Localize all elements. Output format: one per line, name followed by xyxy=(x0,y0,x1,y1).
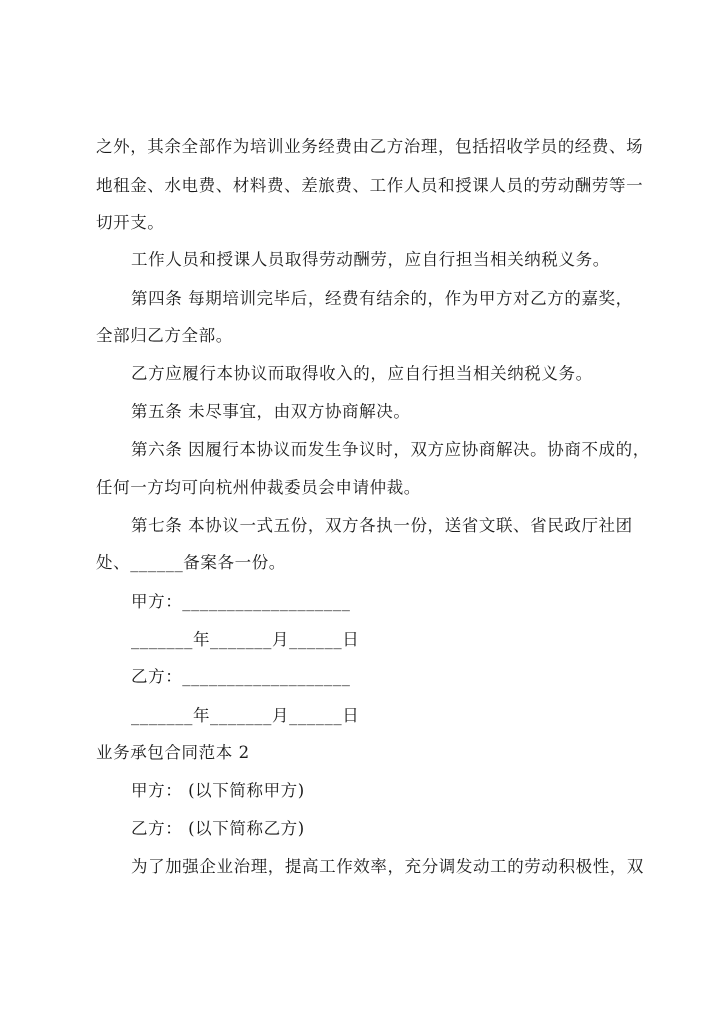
party-b-date: _______年_______月______日 xyxy=(131,706,360,725)
article-five: 第五条 未尽事宜，由双方协商解决。 xyxy=(131,402,411,421)
article-six: 第六条 因履行本协议而发生争议时，双方应协商解决。协商不成的， xyxy=(131,440,650,459)
section-heading: 业务承包合同范本 2 xyxy=(96,743,250,762)
article-seven: 第七条 本协议一式五份，双方各执一份，送省文联、省民政厅社团 xyxy=(131,516,633,535)
paragraph-line: 切开支。 xyxy=(96,213,165,232)
party-a-line: 甲方： (以下简称甲方) xyxy=(131,781,305,800)
paragraph-line: 处、______备案各一份。 xyxy=(96,553,286,572)
paragraph-line: 全部归乙方全部。 xyxy=(96,326,233,345)
paragraph-line: 地租金、水电费、材料费、差旅费、工作人员和授课人员的劳动酬劳等一 xyxy=(96,176,644,195)
article-four: 第四条 每期培训完毕后，经费有结余的，作为甲方对乙方的嘉奖， xyxy=(131,289,633,308)
paragraph-line: 乙方应履行本协议而取得收入的，应自行担当相关纳税义务。 xyxy=(131,364,593,383)
party-b-signature: 乙方：___________________ xyxy=(131,667,351,686)
party-b-line: 乙方： (以下简称乙方) xyxy=(131,819,305,838)
paragraph-line: 任何一方均可向杭州仲裁委员会申请仲裁。 xyxy=(96,478,421,497)
party-a-signature: 甲方：___________________ xyxy=(131,592,351,611)
paragraph-line: 为了加强企业治理，提高工作效率，充分调发动工的劳动积极性，双 xyxy=(131,857,644,876)
paragraph-line: 之外，其余全部作为培训业务经费由乙方治理，包括招收学员的经费、场 xyxy=(96,137,644,156)
paragraph-line: 工作人员和授课人员取得劳动酬劳，应自行担当相关纳税义务。 xyxy=(131,250,610,269)
party-a-date: _______年_______月______日 xyxy=(131,630,360,649)
